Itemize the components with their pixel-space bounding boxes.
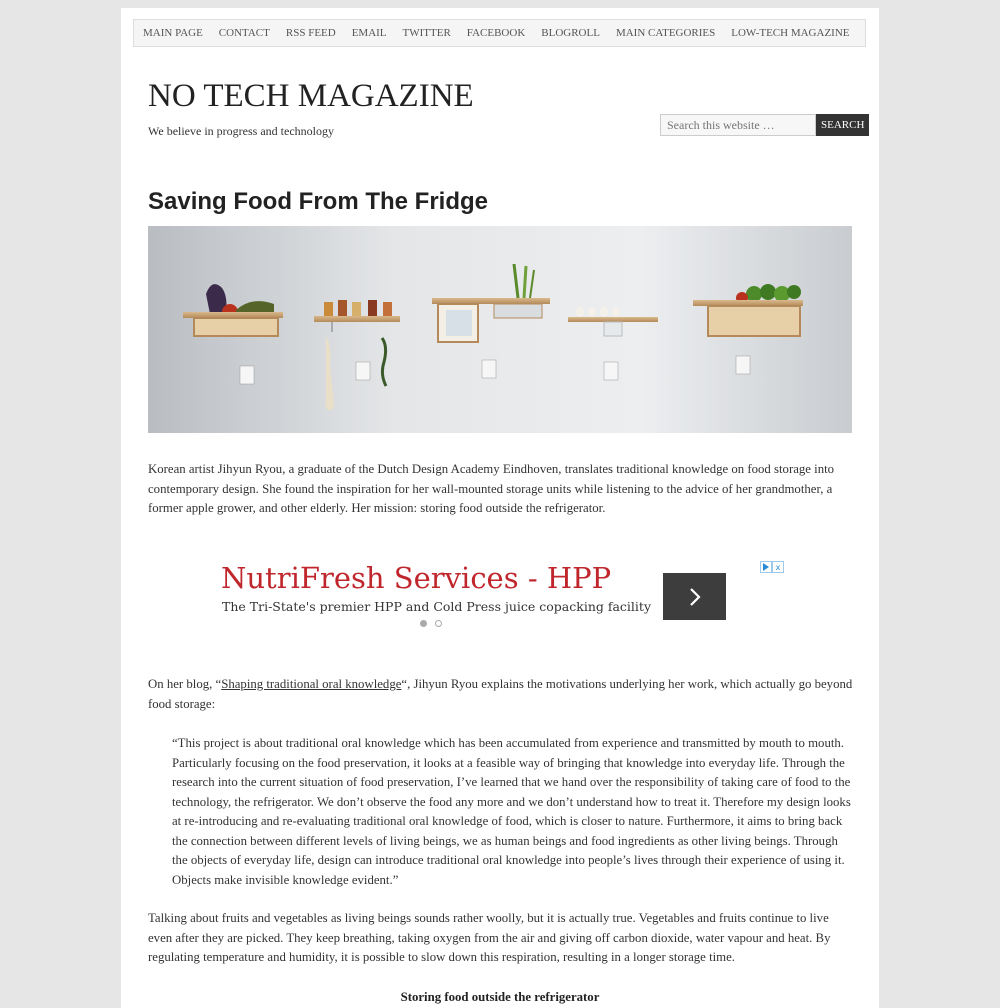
post-paragraph-3: Talking about fruits and vegetables as living beings sounds rather woolly, but it is actually true. Vegetables and fruits continue to live even after they are picked. They keep breathing, taking oxygen from the air and giving off carbon dioxide, water vapour and heat. By regulating temperature and humidity, it is possible to slow down this respiration, resulting in a longer storage time. (148, 911, 831, 964)
post-hero-image (148, 226, 852, 433)
search-input[interactable] (660, 114, 816, 136)
site-tagline: We believe in progress and technology (148, 124, 334, 138)
play-icon (763, 563, 769, 571)
site-title[interactable]: NO TECH MAGAZINE (148, 78, 474, 114)
nav-low-tech-magazine[interactable]: LOW-TECH MAGAZINE (731, 27, 850, 39)
page-container (121, 8, 879, 1008)
top-navigation (133, 19, 866, 47)
search-form (660, 114, 869, 136)
ad-dot-2[interactable] (435, 620, 442, 627)
post-title[interactable]: Saving Food From The Fridge (148, 188, 489, 215)
nav-main-page[interactable]: MAIN PAGE (143, 27, 203, 39)
paragraph-text: “, Jihyun Ryou explains the motivations underlying her work, which actually go beyond food storage: (148, 677, 853, 711)
chevron-right-icon (688, 586, 702, 608)
nav-contact[interactable]: CONTACT (218, 27, 270, 39)
ad-choices (760, 561, 784, 573)
nav-rss-feed[interactable]: RSS FEED (285, 27, 336, 39)
ad-headline[interactable]: NutriFresh Services - HPP (221, 561, 612, 595)
post-paragraph-2 (148, 675, 854, 714)
advertisement[interactable] (221, 561, 787, 636)
blockquote: “This project is about traditional oral knowledge which has been accumulated from experience and transmitted by mouth to mouth. Particularly focusing on the food preservation, it looks at a feasible way of bringing that knowledge into everyday life. Through the research into the current situation of food preservation, I’ve learned that we hand over the responsibility of taking care of food to the technology, the refrigerator. We don’t observe the food any more and we don’t understand how to treat it. Therefore my design looks at re-introducing and re-evaluating traditional oral knowledge of food, which is closer to nature. Furthermore, it aims to bring back the connection between different levels of living beings, we as human beings and food ingredients as other living beings. Through the objects of everyday life, design can introduce traditional oral knowledge into people’s lives through their experience of using it. Objects make invisible knowledge evident.” (172, 736, 851, 887)
ad-next-button[interactable] (663, 573, 726, 620)
ad-subline[interactable]: The Tri-State's premier HPP and Cold Press juice copacking facility (222, 599, 652, 614)
nav-facebook[interactable]: FACEBOOK (466, 27, 526, 39)
ad-dot-1[interactable] (420, 620, 427, 627)
nav-main-categories[interactable]: MAIN CATEGORIES (615, 27, 716, 39)
post-paragraph-1: Korean artist Jihyun Ryou, a graduate of the Dutch Design Academy Eindhoven, translates traditional knowledge on food storage into contemporary design. She found the inspiration for her wall-mounted storage units while listening to the advice of her grandmother, a former apple grower, and other elderly. Her mission: storing food outside the refrigerator. (148, 462, 835, 515)
ad-choices-icon[interactable] (760, 561, 772, 573)
ad-slide-dots (420, 620, 450, 627)
nav-email[interactable]: EMAIL (351, 27, 387, 39)
blog-link[interactable]: Shaping traditional oral knowledge (221, 677, 402, 691)
ad-close-icon[interactable]: x (772, 561, 784, 573)
section-subheading: Storing food outside the refrigerator (400, 990, 600, 1004)
paragraph-text: On her blog, “ (148, 677, 222, 691)
search-button[interactable]: SEARCH (816, 114, 869, 136)
nav-blogroll[interactable]: BLOGROLL (541, 27, 600, 39)
nav-twitter[interactable]: TWITTER (402, 27, 451, 39)
